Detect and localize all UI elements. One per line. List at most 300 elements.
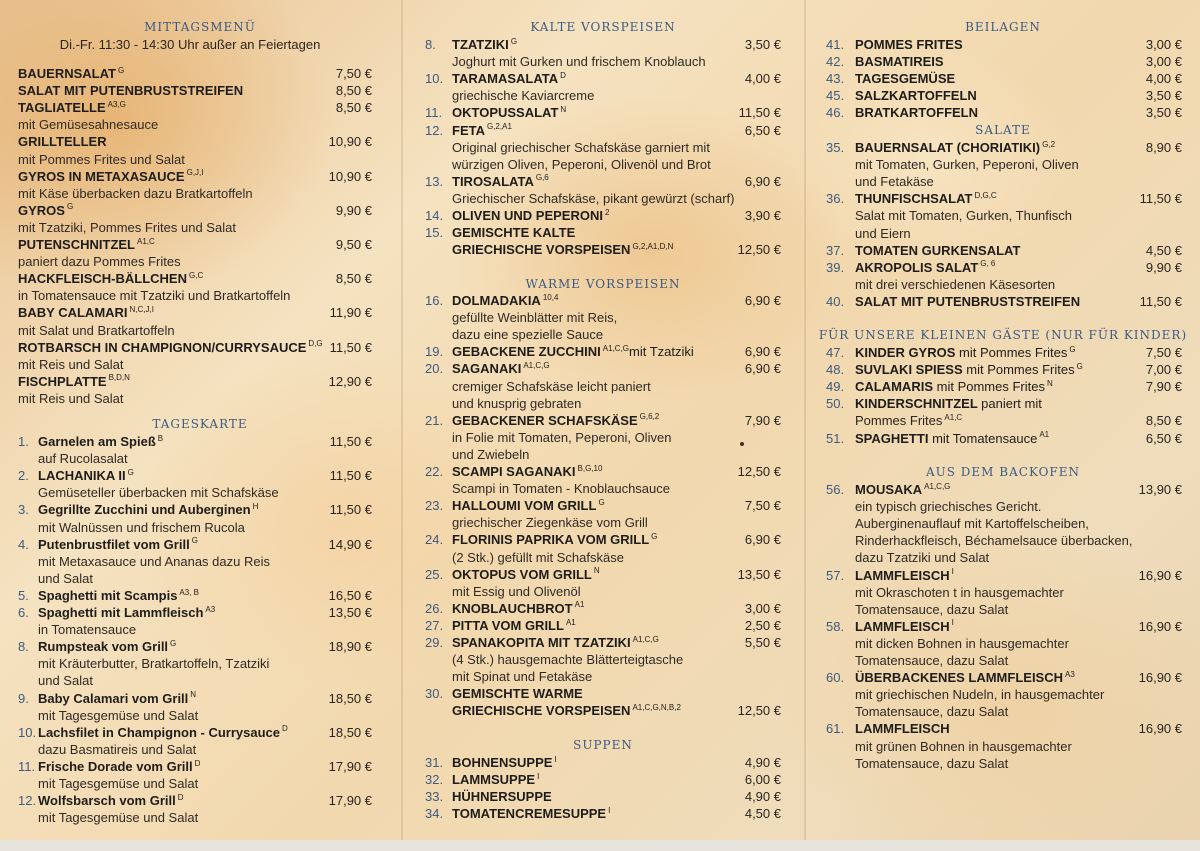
item-price: 11,50 € <box>329 502 372 518</box>
allergen-codes: I <box>537 771 540 781</box>
item-description: Griechischer Schafskäse, pikant gewürzt (scharf) <box>452 190 735 206</box>
item-description: mit Pommes Frites und Salat <box>18 151 185 167</box>
menu-item <box>0 724 400 741</box>
item-price: 8,50 € <box>335 100 372 116</box>
allergen-codes: A1 <box>1039 430 1050 440</box>
item-price: 7,90 € <box>744 412 781 428</box>
item-description: mit dicken Bohnen in hausgemachter <box>855 635 1069 651</box>
item-price: 8,50 € <box>1145 413 1182 429</box>
item-description: und Salat <box>38 570 93 586</box>
item-price: 16,90 € <box>1138 670 1182 686</box>
item-number: 29. <box>425 635 444 650</box>
item-name-text: CALAMARIS <box>855 379 933 395</box>
menu-item <box>0 587 400 604</box>
item-price: 2,50 € <box>744 617 781 633</box>
menu-item <box>403 343 803 360</box>
menu-item <box>403 122 803 139</box>
item-price: 11,50 € <box>329 468 372 484</box>
item-description: mit Okraschoten t in hausgemachter <box>855 584 1064 600</box>
item-name-text: TAGESGEMÜSE <box>855 71 956 87</box>
item-name-text: HÜHNERSUPPE <box>452 789 552 805</box>
menu-item <box>0 99 400 116</box>
item-name-text: SPANAKOPITA MIT TZATZIKI <box>452 635 631 650</box>
item-price: 4,00 € <box>744 71 781 87</box>
item-number: 12. <box>425 122 444 138</box>
allergen-codes: G <box>1069 344 1076 354</box>
item-name <box>855 481 950 498</box>
menu-item <box>806 344 1200 361</box>
item-name-text: MOUSAKA <box>855 482 923 497</box>
item-price: 16,50 € <box>328 587 372 603</box>
item-price: 11,50 € <box>329 434 372 449</box>
item-name <box>855 190 997 207</box>
menu-item <box>0 236 400 253</box>
menu-item <box>0 168 400 185</box>
menu-item <box>0 82 400 99</box>
item-number: 46. <box>826 105 845 121</box>
item-number: 51. <box>826 430 845 446</box>
item-number: 20. <box>425 361 444 377</box>
item-name-text: Frische Dorade vom Grill <box>38 758 193 774</box>
item-price: 13,50 € <box>737 566 781 582</box>
menu-item <box>403 224 803 241</box>
item-name <box>855 430 1049 447</box>
menu-item <box>0 433 400 450</box>
item-name <box>452 36 517 53</box>
item-price: 4,50 € <box>1145 242 1182 258</box>
item-description: Original griechischer Schafskäse garniert mit <box>452 139 710 155</box>
item-number: 24. <box>425 532 444 548</box>
item-name-text: ÜBERBACKENES LAMMFLEISCH <box>855 670 1063 686</box>
item-name-text: Gegrillte Zucchini und Auberginen <box>38 502 251 518</box>
item-number: 47. <box>826 345 845 360</box>
item-description: mit Metaxasauce und Ananas dazu Reis <box>38 553 270 569</box>
opening-hours: Di.-Fr. 11:30 - 14:30 Uhr außer an Feiertagen <box>59 37 321 52</box>
menu-item <box>0 792 400 809</box>
item-name <box>38 792 184 809</box>
item-note: paniert mit <box>981 396 1042 412</box>
item-name-text: FISCHPLATTE <box>18 373 107 389</box>
item-description: und Zwiebeln <box>452 446 530 462</box>
item-price: 7,00 € <box>1145 362 1182 378</box>
allergen-codes: A1,C,G <box>602 343 630 353</box>
item-price: 18,90 € <box>328 639 372 655</box>
item-number: 36. <box>826 191 845 207</box>
item-price: 11,50 € <box>738 105 781 121</box>
allergen-codes: G,6 <box>535 173 549 183</box>
item-name-text: GRILLTELLER <box>18 134 107 150</box>
menu-item <box>806 567 1200 584</box>
item-number: 40. <box>826 293 845 309</box>
item-number: 33. <box>425 789 444 805</box>
allergen-codes: G <box>170 638 177 648</box>
item-price: 7,50 € <box>1145 345 1182 360</box>
item-name <box>38 724 288 741</box>
section-title-tages: TAGESKARTE <box>152 417 248 431</box>
item-name <box>855 720 950 737</box>
item-number: 25. <box>425 566 444 582</box>
item-number: 21. <box>425 412 444 428</box>
item-name <box>38 536 198 553</box>
item-number: 61. <box>826 721 845 737</box>
item-description: dazu Basmatireis und Salat <box>38 741 197 757</box>
item-number: 12. <box>18 793 37 809</box>
menu-item <box>403 412 803 429</box>
item-name <box>452 104 566 121</box>
item-number: 37. <box>826 242 845 258</box>
menu-item <box>403 805 803 822</box>
menu-item <box>806 70 1200 87</box>
section-title-kinder: FÜR UNSERE KLEINEN GÄSTE (NUR FÜR KINDER) <box>818 328 1188 342</box>
allergen-codes: D <box>560 70 566 80</box>
allergen-codes: D,G <box>308 339 323 349</box>
item-description: in Tomatensauce <box>38 622 137 638</box>
item-number: 56. <box>826 482 845 497</box>
allergen-codes: A1,C,G <box>632 634 659 644</box>
item-price: 7,50 € <box>744 498 781 514</box>
allergen-codes: G <box>1076 361 1083 371</box>
item-number: 13. <box>425 173 444 189</box>
item-number: 8. <box>425 37 436 52</box>
item-price: 10,90 € <box>328 168 372 184</box>
item-number: 15. <box>425 225 444 241</box>
allergen-codes: G <box>510 36 518 46</box>
item-price: 16,90 € <box>1138 721 1182 737</box>
item-price: 14,90 € <box>328 536 372 552</box>
allergen-codes: N <box>593 566 600 576</box>
item-number: 60. <box>826 670 845 686</box>
item-name-text: GRIECHISCHE VORSPEISEN <box>452 703 631 719</box>
allergen-codes: N <box>560 105 567 115</box>
allergen-codes: A1,C,G <box>924 481 951 491</box>
menu-item <box>403 702 803 719</box>
allergen-codes: 10,4 <box>542 292 559 302</box>
item-name <box>452 805 610 822</box>
allergen-codes: B,D,N <box>108 373 130 383</box>
menu-item <box>403 634 803 651</box>
column-left <box>0 0 400 851</box>
item-description: und Salat <box>38 673 93 689</box>
menu-item <box>403 292 803 309</box>
item-number: 42. <box>826 54 845 70</box>
item-price: 3,00 € <box>1145 54 1182 70</box>
item-name-text: SPAGHETTI <box>855 430 929 446</box>
allergen-codes: G,C <box>189 270 204 280</box>
item-name-text: BRATKARTOFFELN <box>855 105 979 121</box>
item-description: Gemüseteller überbacken mit Schafskäse <box>38 485 279 501</box>
item-price: 8,50 € <box>335 83 372 99</box>
item-description: Tomatensauce, dazu Salat <box>855 601 1009 617</box>
menu-item <box>0 270 400 287</box>
item-price: 4,00 € <box>1145 71 1182 87</box>
item-name-text: HALLOUMI VOM GRILL <box>452 498 597 514</box>
item-name <box>855 395 1042 412</box>
item-price: 12,90 € <box>328 373 372 389</box>
section-title-salate: SALATE <box>975 123 1031 137</box>
item-number: 34. <box>425 806 444 822</box>
item-name <box>452 617 576 634</box>
item-price: 11,50 € <box>1139 293 1182 309</box>
item-name-text: DOLMADAKIA <box>452 293 541 308</box>
item-number: 5. <box>18 587 29 603</box>
menu-item <box>0 339 400 356</box>
item-price: 12,50 € <box>737 464 781 479</box>
item-description: griechische Kaviarcreme <box>452 88 595 104</box>
item-price: 6,90 € <box>744 532 781 548</box>
item-name <box>452 173 549 190</box>
item-name <box>452 634 659 651</box>
item-name-text: LAMMSUPPE <box>452 772 536 788</box>
section-title-suppen: SUPPEN <box>573 738 633 752</box>
item-number: 3. <box>18 502 29 518</box>
allergen-codes: I <box>951 618 954 628</box>
item-name-text: TIROSALATA <box>452 173 534 189</box>
item-name-text: KINDERSCHNITZEL <box>855 396 978 412</box>
item-name-text: TOMATENCREMESUPPE <box>452 806 607 822</box>
item-name <box>855 567 954 584</box>
item-description: und knusprig gebraten <box>452 395 582 411</box>
item-name-text: LAMMFLEISCH <box>855 618 950 634</box>
item-name-text: Spaghetti mit Scampis <box>38 587 178 603</box>
item-number: 39. <box>826 259 845 275</box>
item-name <box>38 638 176 655</box>
item-description: gefüllte Weinblätter mit Reis, <box>452 310 618 326</box>
item-description: mit Tzatziki, Pommes Frites und Salat <box>18 219 236 235</box>
menu-item <box>403 360 803 377</box>
item-name-text: THUNFISCHSALAT <box>855 191 973 207</box>
item-name-text: BAUERNSALAT (CHORIATIKI) <box>855 140 1041 155</box>
item-name-text: TZATZIKI <box>452 37 509 52</box>
item-name-text: LAMMFLEISCH <box>855 567 950 583</box>
item-price: 8,90 € <box>1145 140 1182 155</box>
item-name-text: PUTENSCHNITZEL <box>18 237 135 252</box>
item-number: 43. <box>826 71 845 87</box>
item-description: mit Kräuterbutter, Bratkartoffeln, Tzatziki <box>38 656 270 672</box>
menu-item <box>0 690 400 707</box>
allergen-codes: G <box>66 202 74 212</box>
menu-item <box>403 104 803 121</box>
menu-item <box>403 788 803 805</box>
item-name-text: SALAT MIT PUTENBRUSTSTREIFEN <box>855 293 1081 309</box>
item-description: Tomatensauce, dazu Salat <box>855 704 1009 720</box>
menu-item <box>806 259 1200 276</box>
item-number: 1. <box>18 434 29 449</box>
item-description: Salat mit Tomaten, Gurken, Thunfisch <box>855 208 1073 224</box>
menu-item <box>403 241 803 258</box>
menu-item <box>403 497 803 514</box>
item-name <box>18 168 204 185</box>
menu-item <box>806 293 1200 310</box>
menu-item <box>806 104 1200 121</box>
allergen-codes: A1,C,G <box>523 361 550 371</box>
item-name <box>452 70 566 87</box>
item-name <box>452 702 681 719</box>
column-middle <box>403 0 803 851</box>
item-name-text: FETA <box>452 122 485 138</box>
item-number: 35. <box>826 140 845 155</box>
item-name-text: LAMMFLEISCH <box>855 721 950 737</box>
menu-item <box>806 36 1200 53</box>
item-number: 9. <box>18 690 29 706</box>
item-number: 50. <box>826 396 845 412</box>
item-name-text: Wolfsbarsch vom Grill <box>38 793 176 809</box>
item-name-text: Lachsfilet in Champignon - Currysauce <box>38 724 280 740</box>
allergen-codes: N <box>1046 378 1053 388</box>
item-description: mit Reis und Salat <box>18 390 124 406</box>
item-name <box>452 754 557 771</box>
item-name-text: GEBACKENER SCHAFSKÄSE <box>452 412 638 428</box>
allergen-codes: D,G,C <box>974 190 997 200</box>
item-description: mit Gemüsesahnesauce <box>18 117 159 133</box>
item-description: mit Tagesgemüse und Salat <box>38 810 199 826</box>
item-description: und Fetakäse <box>855 174 934 190</box>
menu-item <box>806 242 1200 259</box>
item-description: (2 Stk.) gefüllt mit Schafskäse <box>452 549 624 565</box>
item-description: paniert dazu Pommes Frites <box>18 254 181 270</box>
allergen-codes: I <box>608 805 611 815</box>
item-description: mit Salat und Bratkartoffeln <box>18 322 175 338</box>
item-number: 11. <box>18 758 36 774</box>
allergen-codes: B <box>157 433 164 443</box>
menu-item <box>403 566 803 583</box>
item-name <box>452 566 600 583</box>
item-name <box>855 242 1020 259</box>
item-price: 7,50 € <box>335 66 372 81</box>
item-name <box>855 618 954 635</box>
item-price: 6,90 € <box>744 344 781 360</box>
item-name-text: GRIECHISCHE VORSPEISEN <box>452 242 631 258</box>
item-number: 11. <box>425 105 443 121</box>
item-note: mit Pommes Frites <box>966 362 1075 378</box>
section-title-warme: WARME VORSPEISEN <box>525 277 681 291</box>
allergen-codes: G,J,I <box>186 168 204 178</box>
item-name <box>18 65 124 82</box>
item-name <box>855 669 1075 686</box>
item-price: 5,50 € <box>744 635 781 650</box>
item-name <box>452 207 609 224</box>
menu-item <box>0 202 400 219</box>
item-price: 6,90 € <box>744 293 781 308</box>
menu-item <box>806 430 1200 447</box>
item-name <box>38 758 200 775</box>
item-description: Tomatensauce, dazu Salat <box>855 653 1009 668</box>
item-price: 17,90 € <box>328 758 372 774</box>
item-description: Scampi in Tomaten - Knoblauchsauce <box>452 481 670 497</box>
item-name-text: GEMISCHTE WARME <box>452 686 583 702</box>
allergen-codes: D <box>282 724 288 734</box>
item-note: mit Tzatziki <box>629 344 694 360</box>
allergen-codes: I <box>554 754 557 764</box>
item-name <box>18 304 154 321</box>
menu-item <box>806 361 1200 378</box>
item-name-text: KINDER GYROS <box>855 345 956 360</box>
item-name-text: SALAT MIT PUTENBRUSTSTREIFEN <box>18 83 244 99</box>
menu-item <box>403 36 803 53</box>
item-number: 32. <box>425 772 444 788</box>
allergen-codes: G,2,A1,D,N <box>632 241 674 251</box>
item-name-text: OKTOPUSSALAT <box>452 105 559 121</box>
item-description: mit Walnüssen und frischem Rucola <box>38 519 245 535</box>
menu-item <box>403 754 803 771</box>
item-name <box>38 690 196 707</box>
item-description: dazu Tzatziki und Salat <box>855 550 990 566</box>
item-description: Rinderhackfleisch, Béchamelsauce überbacken, <box>855 533 1133 549</box>
item-name <box>18 99 126 116</box>
item-name-text: AKROPOLIS SALAT <box>855 259 979 275</box>
item-number: 26. <box>425 600 444 616</box>
allergen-codes: G,2,A1 <box>486 122 512 132</box>
menu-item <box>806 412 1200 429</box>
item-name <box>18 339 323 356</box>
item-name <box>452 463 602 480</box>
item-description: ein typisch griechisches Gericht. <box>855 499 1042 515</box>
item-name <box>452 685 583 702</box>
item-number: 41. <box>826 37 845 52</box>
allergen-codes: G <box>191 536 198 546</box>
item-name-text: Garnelen am Spieß <box>38 434 156 449</box>
item-description: in Tomatensauce mit Tzatziki und Bratkartoffeln <box>18 288 291 304</box>
item-price: 9,90 € <box>1145 259 1182 275</box>
item-number: 10. <box>18 724 37 740</box>
item-number: 49. <box>826 379 845 395</box>
item-description: mit Käse überbacken dazu Bratkartoffeln <box>18 185 253 201</box>
item-description: und Eiern <box>855 225 911 241</box>
item-name-text: TARAMASALATA <box>452 71 559 87</box>
menu-item <box>0 467 400 484</box>
menu-item <box>403 600 803 617</box>
allergen-codes: A1,C <box>944 413 963 423</box>
menu-item <box>403 771 803 788</box>
item-price: 13,90 € <box>1138 482 1182 497</box>
item-note: mit Pommes Frites <box>936 379 1045 395</box>
item-name <box>18 236 155 253</box>
item-price: 6,00 € <box>744 772 781 788</box>
allergen-codes: A1,C,G,N,B,2 <box>632 703 681 713</box>
menu-item <box>806 481 1200 498</box>
item-name <box>38 467 134 484</box>
item-price: 6,50 € <box>744 122 781 138</box>
item-name <box>452 771 539 788</box>
item-description: Tomatensauce, dazu Salat <box>855 755 1009 771</box>
item-name-text: KNOBLAUCHBROT <box>452 600 573 616</box>
menu-item <box>0 758 400 775</box>
item-description: Auberginenauflauf mit Kartoffelscheiben, <box>855 516 1089 532</box>
menu-item <box>806 87 1200 104</box>
item-price: 6,90 € <box>744 173 781 189</box>
section-title-kalte: KALTE VORSPEISEN <box>530 20 676 34</box>
item-price: 12,50 € <box>737 242 781 258</box>
item-name-text: Spaghetti mit Lammfleisch <box>38 605 204 620</box>
item-name <box>855 139 1055 156</box>
item-name <box>452 412 659 429</box>
item-price: 13,50 € <box>328 605 372 620</box>
item-name-text: TOMATEN GURKENSALAT <box>855 242 1021 258</box>
item-name-text: Putenbrustfilet vom Grill <box>38 536 190 552</box>
item-price: 10,90 € <box>328 134 372 150</box>
item-name-text: GYROS IN METAXASAUCE <box>18 168 185 184</box>
item-description: mit Essig und Olivenöl <box>452 583 581 599</box>
item-name <box>18 133 107 150</box>
menu-item <box>403 70 803 87</box>
item-name-text: GEMISCHTE KALTE <box>452 225 576 241</box>
item-number: 23. <box>425 498 444 514</box>
menu-item <box>403 463 803 480</box>
scan-edge <box>0 840 1200 851</box>
item-name <box>452 531 657 548</box>
item-number: 10. <box>425 71 444 87</box>
item-name <box>855 87 977 104</box>
item-name-text: POMMES FRITES <box>855 37 963 52</box>
